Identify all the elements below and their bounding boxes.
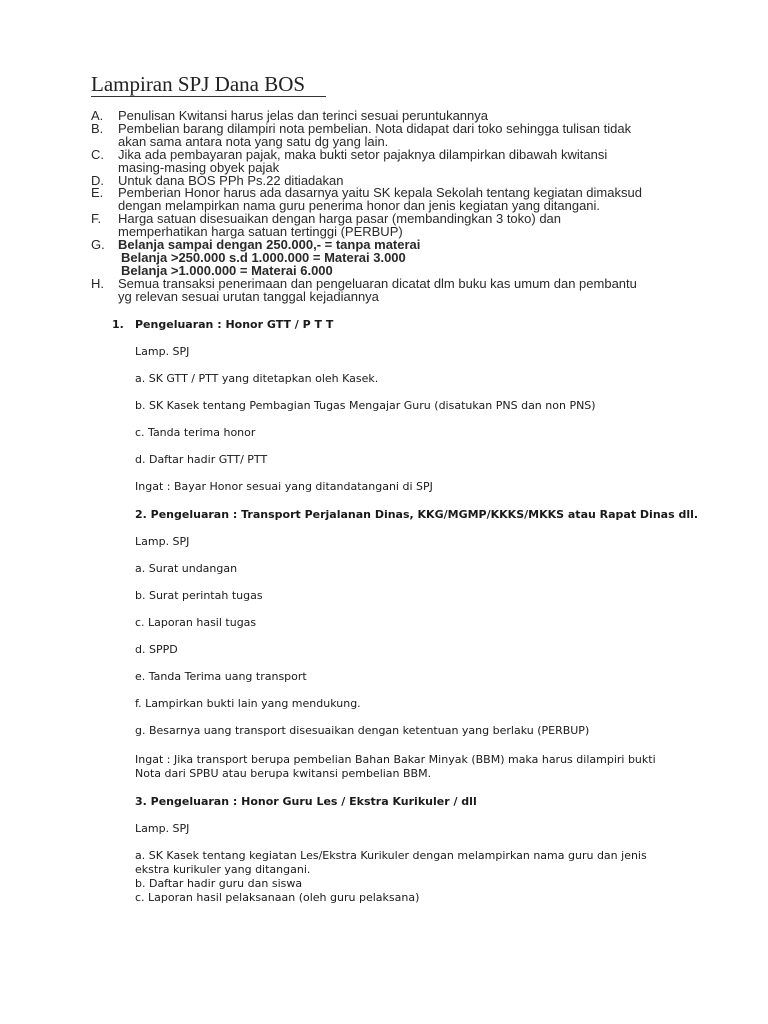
rule-item xyxy=(91,146,681,175)
section3-item: ekstra kurikuler yang ditangani. xyxy=(135,863,311,876)
section1-item: c. Tanda terima honor xyxy=(135,426,256,439)
rule-letter: E. xyxy=(91,185,104,201)
rule-letter: C. xyxy=(91,146,104,162)
rule-text: yg relevan sesuai urutan tanggal kejadiannya xyxy=(118,288,379,304)
section3-heading: 3. Pengeluaran : Honor Guru Les / Ekstra Kurikuler / dll xyxy=(135,795,477,808)
rule-letter: F. xyxy=(91,211,102,227)
section3-item: a. SK Kasek tentang kegiatan Les/Ekstra Kurikuler dengan melampirkan nama guru dan jenis xyxy=(135,849,647,862)
rules-list xyxy=(91,110,681,304)
document-title: Lampiran SPJ Dana BOS xyxy=(91,72,306,96)
section1-lamp: Lamp. SPJ xyxy=(135,345,190,358)
section1-item: a. SK GTT / PTT yang ditetapkan oleh Kasek. xyxy=(135,372,379,385)
rule-letter: A. xyxy=(91,108,104,123)
rule-text: masing-masing obyek pajak xyxy=(118,159,280,175)
rule-text: Untuk dana BOS PPh Ps.22 ditiadakan xyxy=(118,172,344,188)
rule-text: Harga satuan disesuaikan dengan harga pasar (membandingkan 3 toko) dan xyxy=(118,211,562,227)
section1-number: 1. xyxy=(112,318,124,331)
section3-item: c. Laporan hasil pelaksanaan (oleh guru pelaksana) xyxy=(135,891,420,904)
section3-lamp: Lamp. SPJ xyxy=(135,822,190,835)
rule-item xyxy=(91,213,681,239)
section2-lamp: Lamp. SPJ xyxy=(135,535,190,548)
rule-text: Pembelian barang dilampiri nota pembelian. Nota didapat dari toko sehingga tulisan tidak xyxy=(118,120,632,136)
rule-text: memperhatikan harga satuan tertinggi (PERBUP) xyxy=(118,224,403,240)
rule-letter: G. xyxy=(91,237,105,253)
rule-item xyxy=(91,239,681,278)
section3-item: b. Daftar hadir guru dan siswa xyxy=(135,877,303,890)
rule-text: akan sama antara nota yang satu dg yang lain. xyxy=(118,133,389,149)
rule-letter: H. xyxy=(91,275,104,291)
section1-note: Ingat : Bayar Honor sesuai yang ditandatangani di SPJ xyxy=(135,480,433,493)
rule-text: Belanja sampai dengan 250.000,- = tanpa materai xyxy=(118,237,421,253)
section2-item: e. Tanda Terima uang transport xyxy=(135,670,307,683)
rule-text: dengan melampirkan nama guru penerima honor dan jenis kegiatan yang ditangani. xyxy=(118,198,601,214)
rule-text: Jika ada pembayaran pajak, maka bukti setor pajaknya dilampirkan dibawah kwitansi xyxy=(118,146,608,162)
rule-text: Semua transaksi penerimaan dan pengeluaran dicatat dlm buku kas umum dan pembantu xyxy=(118,275,637,291)
section2-item: g. Besarnya uang transport disesuaikan dengan ketentuan yang berlaku (PERBUP) xyxy=(135,724,590,737)
section2-item: d. SPPD xyxy=(135,643,178,656)
section2-heading: 2. Pengeluaran : Transport Perjalanan Dinas, KKG/MGMP/KKKS/MKKS atau Rapat Dinas dll. xyxy=(135,508,699,521)
rule-text: Belanja >1.000.000 = Materai 6.000 xyxy=(121,262,333,278)
rule-letter: B. xyxy=(91,120,104,136)
section2-note: Ingat : Jika transport berupa pembelian Bahan Bakar Minyak (BBM) maka harus dilampiri bukti xyxy=(135,753,656,766)
title-underline xyxy=(91,96,326,97)
rule-letter: D. xyxy=(91,172,104,188)
section2-item: f. Lampirkan bukti lain yang mendukung. xyxy=(135,697,361,710)
rule-text: Penulisan Kwitansi harus jelas dan terinci sesuai peruntukannya xyxy=(118,108,488,123)
rule-item xyxy=(91,120,681,149)
section2-item: b. Surat perintah tugas xyxy=(135,589,263,602)
section1-item: d. Daftar hadir GTT/ PTT xyxy=(135,453,268,466)
section1-item: b. SK Kasek tentang Pembagian Tugas Mengajar Guru (disatukan PNS dan non PNS) xyxy=(135,399,596,412)
section2-item: a. Surat undangan xyxy=(135,562,238,575)
rule-item xyxy=(91,187,681,213)
section2-item: c. Laporan hasil tugas xyxy=(135,616,257,629)
section1-heading: Pengeluaran : Honor GTT / P T T xyxy=(135,318,334,331)
rule-text: Belanja >250.000 s.d 1.000.000 = Materai 3.000 xyxy=(121,249,406,265)
rule-text: Pemberian Honor harus ada dasarnya yaitu SK kepala Sekolah tentang kegiatan dimaksud xyxy=(118,185,642,201)
section2-note: Nota dari SPBU atau berupa kwitansi pembelian BBM. xyxy=(135,767,432,780)
rule-item xyxy=(91,275,681,304)
